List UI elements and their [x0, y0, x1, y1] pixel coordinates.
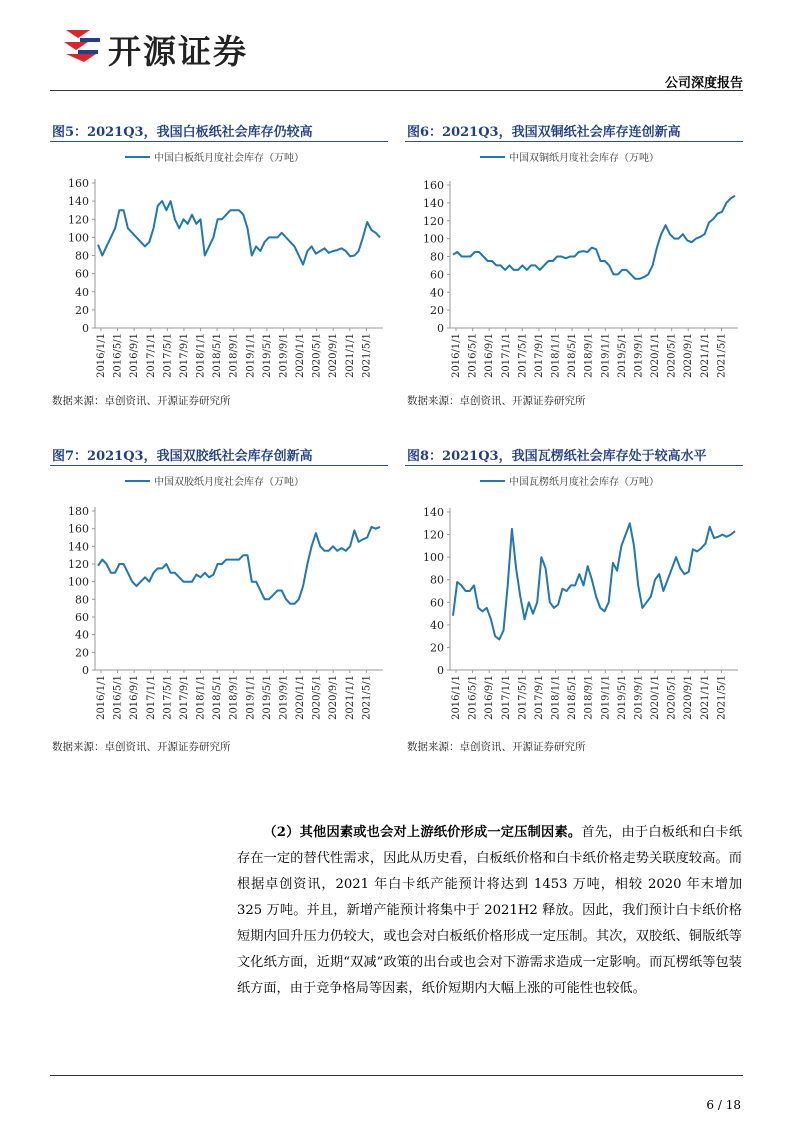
brand-name: 开源证券	[108, 32, 248, 71]
chart-8-x-tick-label: 2021/5/1	[716, 675, 728, 720]
chart-6-legend-label: 中国双铜纸月度社会库存（万吨）	[509, 153, 659, 164]
chart-5-series-line	[98, 201, 380, 265]
chart-7-x-tick-label: 2021/1/1	[344, 675, 356, 720]
chart-8-x-tick-label: 2019/9/1	[633, 675, 645, 720]
chart-6-y-tick-label: 40	[430, 286, 444, 300]
chart-8-x-tick-label: 2020/1/1	[650, 675, 662, 720]
chart-8-x-tick-label: 2016/9/1	[484, 675, 496, 720]
chart-8-series-line	[453, 523, 735, 639]
figure-6-chart	[405, 145, 745, 385]
chart-7-y-tick-label: 120	[68, 558, 89, 571]
chart-8-x-tick-label: 2016/1/1	[451, 675, 462, 720]
chart-7-x-tick-label: 2017/9/1	[178, 675, 190, 720]
chart-6-y-tick-label: 160	[423, 179, 444, 192]
chart-6-x-tick-label: 2019/5/1	[616, 333, 628, 378]
chart-6-y-tick-label: 80	[430, 250, 444, 264]
figure-6-source: 数据来源：卓创资讯、开源证券研究所	[407, 395, 586, 407]
footer-rule	[50, 1075, 743, 1076]
chart-5-legend-label: 中国白板纸月度社会库存（万吨）	[154, 153, 304, 164]
chart-7-x-tick-label: 2018/5/1	[212, 675, 224, 720]
chart-8-x-tick-label: 2018/1/1	[550, 675, 562, 720]
chart-7-x-tick-label: 2018/9/1	[228, 675, 240, 720]
chart-8-x-tick-label: 2017/5/1	[517, 675, 529, 720]
chart-6-x-tick-label: 2016/5/1	[467, 333, 479, 378]
figure-7-chart	[50, 469, 390, 729]
chart-6-y-tick-label: 120	[423, 214, 444, 228]
chart-6-y-tick-label: 0	[437, 322, 444, 335]
chart-6-x-tick-label: 2018/9/1	[583, 333, 595, 378]
body-lead: （2）其他因素或也会对上游纸价形成一定压制因素。	[263, 825, 582, 840]
chart-6-x-tick-label: 2020/5/1	[666, 333, 678, 378]
chart-8-y-tick-label: 100	[423, 551, 444, 565]
chart-8-x-tick-label: 2019/1/1	[600, 675, 612, 720]
chart-5-y-tick-label: 100	[68, 231, 89, 245]
chart-6-x-tick-label: 2016/1/1	[451, 333, 462, 378]
chart-6-x-tick-label: 2018/1/1	[550, 333, 562, 378]
chart-6-y-tick-label: 60	[430, 268, 444, 282]
chart-5-x-tick-label: 2017/5/1	[162, 333, 174, 378]
brand-logo-icon	[62, 26, 104, 68]
chart-7-x-tick-label: 2016/9/1	[129, 675, 141, 720]
chart-5-x-tick-label: 2019/1/1	[245, 333, 257, 378]
chart-8-legend-label: 中国瓦楞纸月度社会库存（万吨）	[509, 477, 659, 488]
figure-8-chart	[405, 469, 745, 729]
chart-7-x-tick-label: 2020/1/1	[295, 675, 307, 720]
figure-5-title: 图5：2021Q3，我国白板纸社会库存仍较高	[52, 125, 313, 140]
figure-7-title: 图7：2021Q3，我国双胶纸社会库存创新高	[52, 449, 313, 464]
chart-6-x-tick-label: 2020/1/1	[650, 333, 662, 378]
figure-7-rule	[50, 465, 388, 466]
figure-6-title: 图6：2021Q3，我国双铜纸社会库存连创新高	[407, 125, 681, 140]
chart-7-y-tick-label: 80	[75, 593, 89, 607]
chart-8-x-tick-label: 2017/9/1	[533, 675, 545, 720]
chart-8-y-tick-label: 0	[437, 664, 444, 677]
chart-8-y-tick-label: 80	[430, 573, 444, 587]
chart-6-series-line	[453, 196, 735, 279]
page-number: 6 / 18	[706, 1098, 741, 1112]
chart-5-x-tick-label: 2020/1/1	[295, 333, 307, 378]
chart-5-x-tick-label: 2019/9/1	[278, 333, 290, 378]
chart-6-x-tick-label: 2019/9/1	[633, 333, 645, 378]
chart-7-x-tick-label: 2016/5/1	[112, 675, 124, 720]
chart-5-x-tick-label: 2020/5/1	[311, 333, 323, 378]
chart-5-y-tick-label: 40	[75, 285, 89, 299]
chart-7-series-line	[98, 527, 380, 604]
chart-5-x-tick-label: 2018/5/1	[212, 333, 224, 378]
chart-8-x-tick-label: 2018/5/1	[567, 675, 579, 720]
chart-5-y-tick-label: 20	[75, 303, 89, 317]
chart-5-y-tick-label: 120	[68, 213, 89, 227]
chart-5-y-tick-label: 160	[68, 177, 89, 190]
chart-7-x-tick-label: 2019/9/1	[278, 675, 290, 720]
chart-6-x-tick-label: 2021/5/1	[716, 333, 728, 378]
figure-6-rule	[405, 141, 743, 142]
chart-7-y-tick-label: 40	[75, 628, 89, 642]
chart-5-x-tick-label: 2016/9/1	[129, 333, 141, 378]
chart-6-x-tick-label: 2021/1/1	[699, 333, 711, 378]
chart-5-x-tick-label: 2016/1/1	[96, 333, 107, 378]
chart-7-x-tick-label: 2020/9/1	[328, 675, 340, 720]
chart-5-x-tick-label: 2021/5/1	[361, 333, 373, 378]
chart-7-x-tick-label: 2020/5/1	[311, 675, 323, 720]
chart-7-x-tick-label: 2017/5/1	[162, 675, 174, 720]
chart-6-x-tick-label: 2017/1/1	[500, 333, 512, 378]
chart-8-x-tick-label: 2016/5/1	[467, 675, 479, 720]
chart-6-y-tick-label: 20	[430, 304, 444, 318]
chart-8-x-tick-label: 2020/5/1	[666, 675, 678, 720]
chart-5-x-tick-label: 2020/9/1	[328, 333, 340, 378]
chart-7-y-tick-label: 60	[75, 611, 89, 624]
body-paragraph	[237, 820, 742, 1002]
chart-6-x-tick-label: 2020/9/1	[683, 333, 695, 378]
chart-7-y-tick-label: 180	[68, 505, 89, 518]
chart-7-legend-label: 中国双胶纸月度社会库存（万吨）	[154, 477, 304, 488]
chart-6-x-tick-label: 2016/9/1	[484, 333, 496, 378]
chart-8-x-tick-label: 2019/5/1	[616, 675, 628, 720]
chart-6-x-tick-label: 2017/5/1	[517, 333, 529, 378]
chart-7-x-tick-label: 2017/1/1	[145, 675, 157, 720]
chart-7-y-tick-label: 20	[75, 646, 89, 660]
chart-8-y-tick-label: 20	[430, 641, 444, 655]
chart-7-x-tick-label: 2021/5/1	[361, 675, 373, 720]
chart-5-x-tick-label: 2017/9/1	[178, 333, 190, 378]
chart-5-x-tick-label: 2018/9/1	[228, 333, 240, 378]
chart-5-x-tick-label: 2019/5/1	[261, 333, 273, 378]
chart-7-y-tick-label: 100	[68, 575, 89, 589]
chart-7-x-tick-label: 2016/1/1	[96, 675, 107, 720]
chart-7-x-tick-label: 2019/1/1	[245, 675, 257, 720]
chart-8-x-tick-label: 2020/9/1	[683, 675, 695, 720]
chart-8-x-tick-label: 2017/1/1	[500, 675, 512, 720]
chart-8-x-tick-label: 2021/1/1	[699, 675, 711, 720]
chart-8-y-tick-label: 40	[430, 618, 444, 632]
figure-5-chart	[50, 145, 390, 385]
chart-8-y-tick-label: 60	[430, 596, 444, 610]
chart-6-y-tick-label: 100	[423, 232, 444, 246]
chart-5-x-tick-label: 2021/1/1	[344, 333, 356, 378]
chart-5-y-tick-label: 140	[68, 195, 89, 209]
chart-6-x-tick-label: 2017/9/1	[533, 333, 545, 378]
chart-5-y-tick-label: 0	[82, 322, 89, 335]
chart-7-x-tick-label: 2018/1/1	[195, 675, 207, 720]
chart-7-y-tick-label: 160	[68, 522, 89, 536]
figure-8-title: 图8：2021Q3，我国瓦楞纸社会库存处于较高水平	[407, 449, 707, 464]
chart-7-y-tick-label: 0	[82, 664, 89, 677]
figure-5-source: 数据来源：卓创资讯、开源证券研究所	[52, 395, 231, 407]
figure-5-rule	[50, 141, 388, 142]
figure-8-rule	[405, 465, 743, 466]
header-rule	[50, 90, 743, 91]
chart-5-y-tick-label: 60	[75, 267, 89, 281]
chart-7-x-tick-label: 2019/5/1	[261, 675, 273, 720]
figure-8-source: 数据来源：卓创资讯、开源证券研究所	[407, 741, 586, 753]
chart-8-y-tick-label: 120	[423, 528, 444, 542]
body-text: 首先，由于白板纸和白卡纸存在一定的替代性需求，因此从历史看，白板纸价格和白卡纸价格走势关联度较高。而根据卓创资讯，2021 年白卡纸产能预计将达到 1453 万吨，相较 2020 年末增加 325 万吨。并且，新增产能预计将集中于 2021H2 释放。因此，我们预计白卡纸价格短期内回升压力仍较大，或也会对白板纸价格形成一定压制。其次，双胶纸、铜版纸等文化纸方面，近期“双减”政策的出台或也会对下游需求造成一定影响。而瓦楞纸等包装纸方面，由于竞争格局等因素，纸价短期内大幅上涨的可能性也较低。	[237, 825, 743, 996]
chart-6-y-tick-label: 140	[423, 196, 444, 210]
chart-8-y-tick-label: 140	[423, 506, 444, 519]
chart-5-x-tick-label: 2018/1/1	[195, 333, 207, 378]
chart-5-x-tick-label: 2016/5/1	[112, 333, 124, 378]
chart-6-x-tick-label: 2018/5/1	[567, 333, 579, 378]
chart-5-x-tick-label: 2017/1/1	[145, 333, 157, 378]
document-type: 公司深度报告	[664, 76, 743, 91]
chart-8-x-tick-label: 2018/9/1	[583, 675, 595, 720]
figure-7-source: 数据来源：卓创资讯、开源证券研究所	[52, 741, 231, 753]
chart-7-y-tick-label: 140	[68, 540, 89, 554]
chart-5-y-tick-label: 80	[75, 249, 89, 263]
chart-6-x-tick-label: 2019/1/1	[600, 333, 612, 378]
